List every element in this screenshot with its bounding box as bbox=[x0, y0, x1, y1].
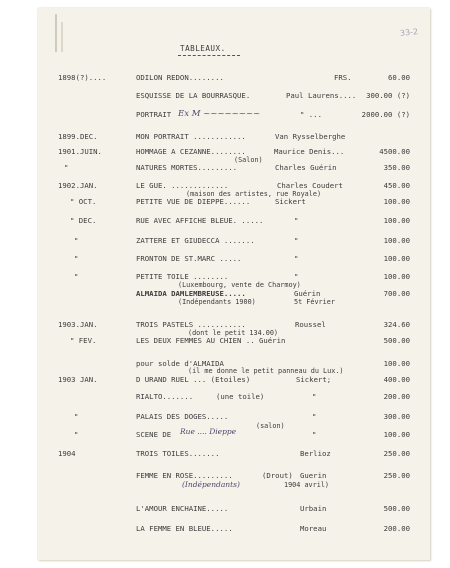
entry-amount: 324.60 bbox=[383, 320, 410, 329]
entry-note: 1904 avril) bbox=[284, 481, 330, 489]
entry-artist: " bbox=[312, 412, 317, 421]
entry-title: TROIS TOILES....... bbox=[136, 449, 220, 458]
entry-note: (salon) bbox=[256, 422, 285, 430]
entry-note: (Luxembourg, vente de Charmoy) bbox=[178, 281, 301, 289]
entry-date: 1898(?).... bbox=[58, 73, 107, 82]
entry-artist: " ... bbox=[300, 110, 322, 119]
table-row bbox=[38, 216, 430, 226]
entry-artist: Urbain bbox=[300, 504, 327, 513]
entry-note: (Salon) bbox=[234, 156, 263, 164]
entry-artist: " bbox=[312, 430, 317, 439]
archive-number: 33-2 bbox=[399, 27, 419, 38]
entry-amount: 300.00 (?) bbox=[366, 91, 410, 100]
entry-title: LE GUE. ............. bbox=[136, 181, 229, 190]
table-row bbox=[38, 254, 430, 264]
entry-title: MON PORTRAIT ............ bbox=[136, 132, 246, 141]
currency-label: FRS. bbox=[334, 73, 352, 82]
table-row bbox=[38, 427, 430, 440]
entry-amount: 200.00 bbox=[383, 392, 410, 401]
page-title: TABLEAUX. bbox=[180, 44, 226, 53]
paper-crease bbox=[55, 14, 57, 52]
entry-amount: 200.00 bbox=[383, 524, 410, 533]
entry-title: PORTRAIT bbox=[136, 110, 172, 119]
entry-title: ESQUISSE DE LA BOURRASQUE. bbox=[136, 91, 251, 100]
entry-title: TROIS PASTELS ........... bbox=[136, 320, 246, 329]
entry-amount: 500.00 bbox=[383, 336, 410, 345]
table-row bbox=[38, 73, 430, 83]
entry-date: " bbox=[74, 254, 79, 263]
entry-amount: 60.00 bbox=[388, 73, 410, 82]
table-row bbox=[38, 236, 430, 246]
entry-artist: " bbox=[294, 254, 299, 263]
entry-amount: 100.00 bbox=[383, 197, 410, 206]
entry-amount: 700.00 bbox=[383, 289, 410, 298]
entry-title: SCENE DE bbox=[136, 430, 172, 439]
entry-date: 1903.JAN. bbox=[58, 320, 98, 329]
entry-date: " bbox=[74, 412, 79, 421]
entry-title: HOMMAGE A CEZANNE........ bbox=[136, 147, 246, 156]
document-page bbox=[38, 8, 430, 560]
entry-amount: 450.00 bbox=[383, 181, 410, 190]
handwritten-annotation: Rue .... Dieppe bbox=[180, 427, 237, 436]
entry-amount: 100.00 bbox=[383, 359, 410, 368]
entry-title: FEMME EN ROSE......... bbox=[136, 471, 233, 480]
table-row bbox=[38, 412, 430, 422]
entry-artist: " bbox=[312, 392, 317, 401]
entry-artist: Sickert bbox=[275, 197, 306, 206]
entry-amount: 100.00 bbox=[383, 236, 410, 245]
entry-date: " OCT. bbox=[70, 197, 97, 206]
entry-artist: Roussel bbox=[295, 320, 326, 329]
entry-amount: 100.00 bbox=[383, 216, 410, 225]
entry-amount: 100.00 bbox=[383, 430, 410, 439]
entry-date: " bbox=[74, 272, 79, 281]
entry-artist: Paul Laurens.... bbox=[286, 91, 357, 100]
entry-amount: 4500.00 bbox=[379, 147, 410, 156]
entry-artist: Van Rysselberghe bbox=[275, 132, 346, 141]
entry-artist: Sickert; bbox=[296, 375, 332, 384]
entry-amount: 400.00 bbox=[383, 375, 410, 384]
entry-note: (il me donne le petit panneau du Lux.) bbox=[188, 367, 344, 375]
entry-title: FRONTON DE ST.MARC ..... bbox=[136, 254, 242, 263]
entry-amount: 250.00 bbox=[383, 471, 410, 480]
entry-note: (dont le petit 134.00) bbox=[188, 329, 279, 337]
entry-date: " bbox=[64, 163, 69, 172]
entry-date: " bbox=[74, 236, 79, 245]
table-row bbox=[38, 132, 430, 142]
entry-title: L'AMOUR ENCHAINE..... bbox=[136, 504, 229, 513]
table-row bbox=[38, 197, 430, 207]
handwritten-annotation: Ex M ~~~~~~~~ bbox=[178, 109, 261, 119]
table-row bbox=[38, 449, 430, 459]
paper-crease bbox=[61, 22, 63, 52]
entry-title: LES DEUX FEMMES AU CHIEN .. Guérin bbox=[136, 336, 286, 345]
table-row bbox=[38, 392, 430, 402]
entry-date: " bbox=[74, 430, 79, 439]
entry-artist: Moreau bbox=[300, 524, 327, 533]
table-row bbox=[38, 524, 430, 534]
entry-date: 1904 bbox=[58, 449, 76, 458]
entry-title: RIALTO....... bbox=[136, 392, 194, 401]
entry-date: 1903 JAN. bbox=[58, 375, 98, 384]
entry-note: (Indépendants 1900) bbox=[178, 298, 256, 306]
title-underline bbox=[178, 55, 240, 56]
entry-date: " FEV. bbox=[70, 336, 97, 345]
entry-note: 5t Février bbox=[294, 298, 335, 306]
entry-title: ZATTERE ET GIUDECCA ....... bbox=[136, 236, 255, 245]
entry-note: (maison des artistes, rue Royale) bbox=[186, 190, 322, 198]
table-row bbox=[38, 163, 430, 173]
entry-title: NATURES MORTES......... bbox=[136, 163, 238, 172]
entry-artist: Maurice Denis... bbox=[274, 147, 345, 156]
entry-artist: Guérin bbox=[294, 289, 321, 298]
entry-amount: 2000.00 (?) bbox=[361, 110, 410, 119]
entry-amount: 100.00 bbox=[383, 272, 410, 281]
entry-title: pour solde d'ALMAIDA bbox=[136, 359, 224, 368]
entry-artist: Charles Guérin bbox=[275, 163, 337, 172]
table-row bbox=[38, 336, 430, 346]
entry-amount: 250.00 bbox=[383, 449, 410, 458]
entry-date: 1901.JUIN. bbox=[58, 147, 102, 156]
entry-artist: Guerin bbox=[300, 471, 327, 480]
entry-title: ODILON REDON........ bbox=[136, 73, 224, 82]
entry-date: 1902.JAN. bbox=[58, 181, 98, 190]
entry-title: PETITE VUE DE DIEPPE...... bbox=[136, 197, 251, 206]
entry-artist: " bbox=[294, 216, 299, 225]
entry-note: (Drout) bbox=[262, 471, 293, 480]
entry-title: PETITE TOILE ........ bbox=[136, 272, 229, 281]
table-row bbox=[38, 91, 430, 101]
entry-title: D URAND RUEL ... (Etoiles) bbox=[136, 375, 251, 384]
entry-title: PALAIS DES DOGES..... bbox=[136, 412, 229, 421]
entry-artist: Berlioz bbox=[300, 449, 331, 458]
table-row bbox=[38, 504, 430, 514]
table-row bbox=[38, 110, 430, 120]
entry-amount: 300.00 bbox=[383, 412, 410, 421]
entry-title: ALMAIDA DAMLEMBREUSE..... bbox=[136, 289, 246, 298]
entry-artist: " bbox=[294, 272, 299, 281]
entry-title: RUE AVEC AFFICHE BLEUE. ..... bbox=[136, 216, 264, 225]
entry-date: 1899.DEC. bbox=[58, 132, 98, 141]
entry-amount: 500.00 bbox=[383, 504, 410, 513]
handwritten-annotation: (Indépendants) bbox=[182, 480, 240, 489]
table-row bbox=[38, 375, 430, 385]
entry-note: (une toile) bbox=[216, 392, 265, 401]
entry-amount: 350.00 bbox=[383, 163, 410, 172]
entry-artist: " bbox=[294, 236, 299, 245]
entry-artist: Charles Coudert bbox=[277, 181, 343, 190]
entry-title: LA FEMME EN BLEUE..... bbox=[136, 524, 233, 533]
entry-date: " DEC. bbox=[70, 216, 97, 225]
entry-amount: 100.00 bbox=[383, 254, 410, 263]
